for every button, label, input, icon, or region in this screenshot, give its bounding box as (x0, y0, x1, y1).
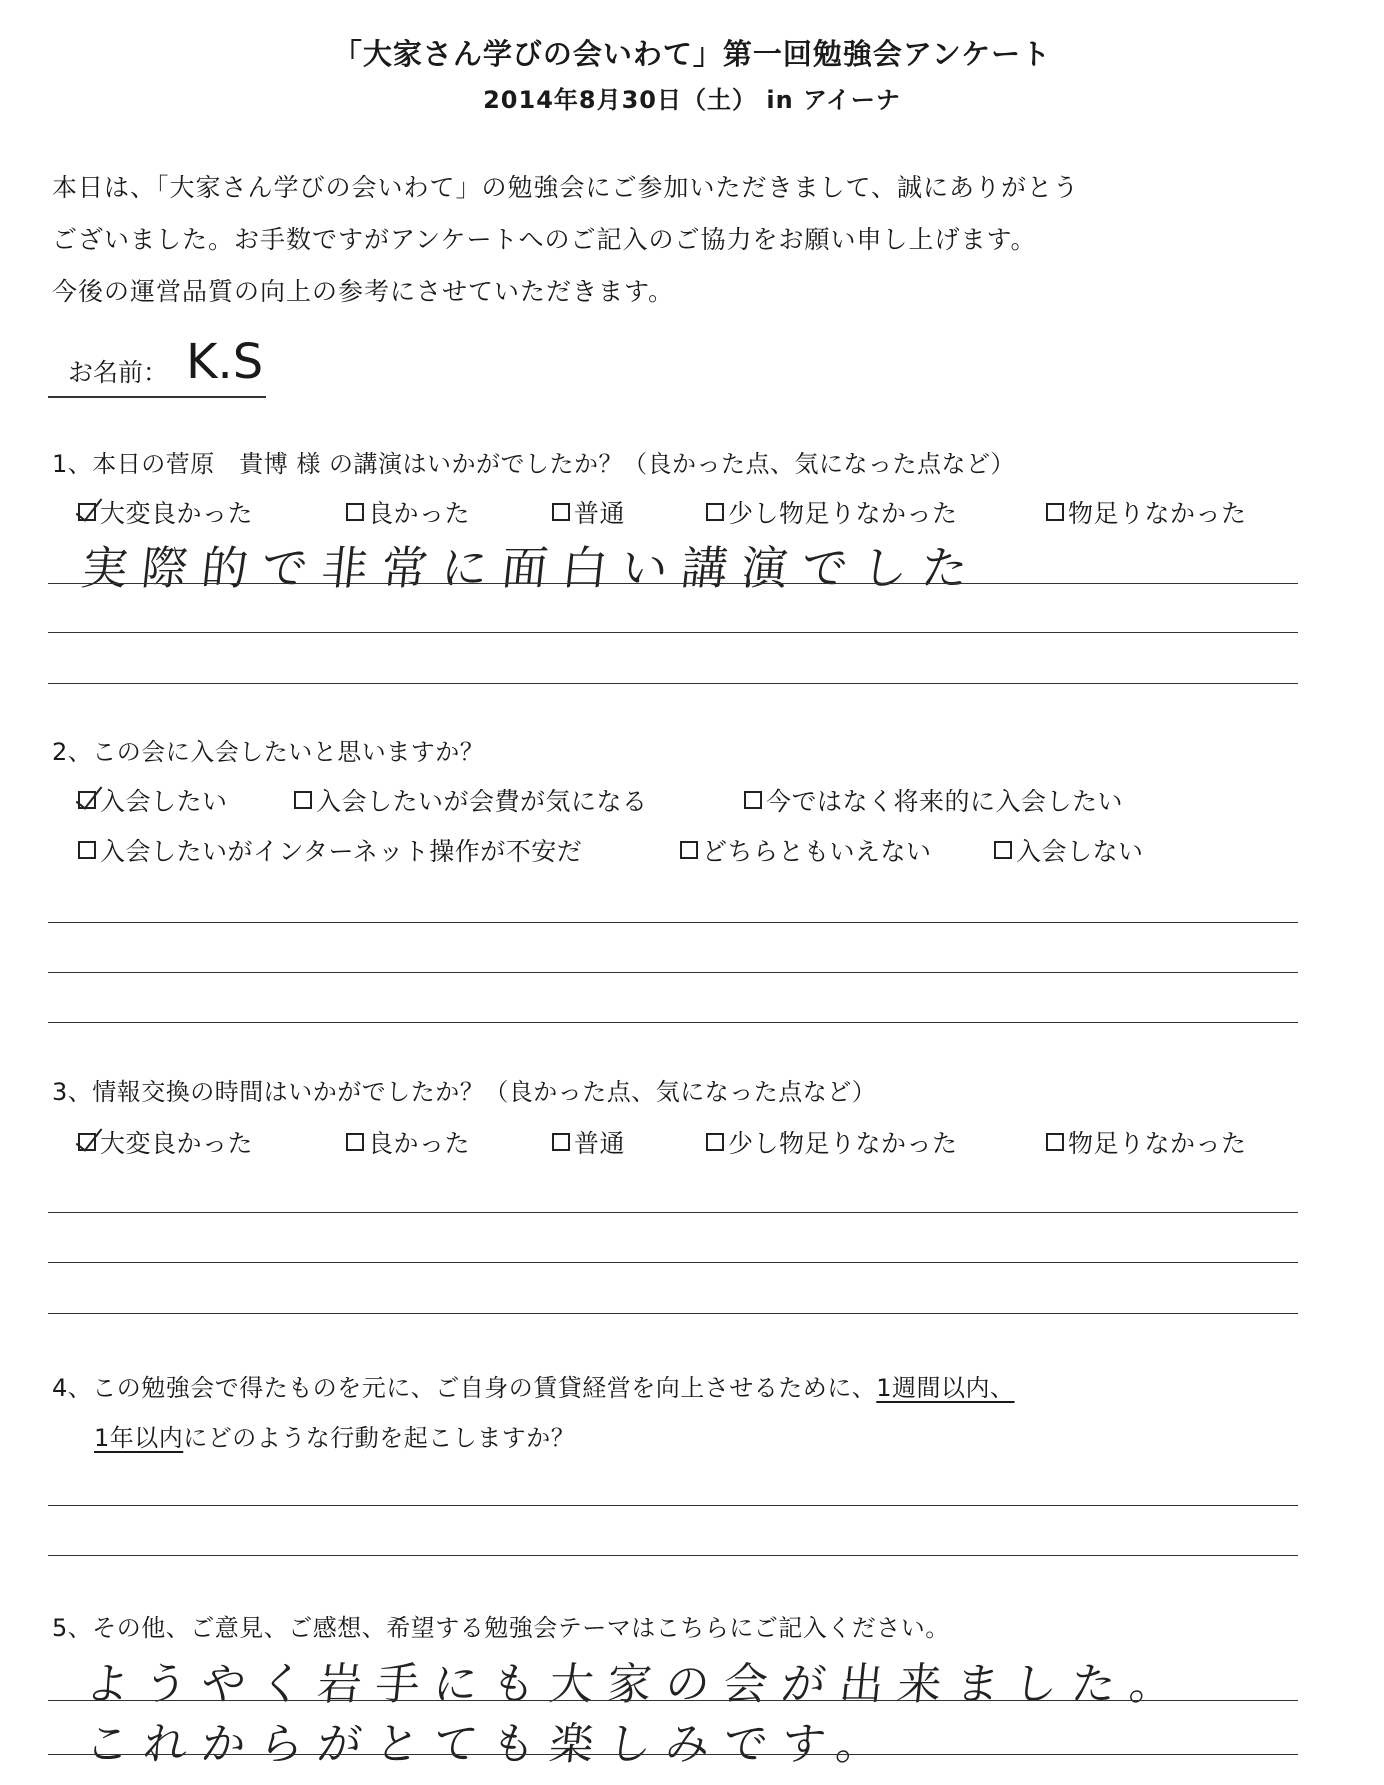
q1-option-slightly-lacking[interactable]: 少し物足りなかった (706, 494, 958, 530)
q4-underline-1year: 1年以内 (94, 1424, 184, 1452)
q2-question: 2、この会に入会したいと思いますか？ (52, 738, 485, 766)
q1-option-average[interactable]: 普通 (552, 494, 625, 530)
checkbox-icon[interactable] (78, 841, 96, 859)
q4-answer-line (48, 1555, 1298, 1556)
checkbox-icon[interactable] (706, 503, 724, 521)
q2-option-join-later[interactable]: 今ではなく将来的に入会したい (744, 782, 1123, 818)
q3-option-lacking[interactable]: 物足りなかった (1046, 1124, 1247, 1160)
q1-question: 1、本日の菅原 貴博 様 の講演はいかがでしたか？（良かった点、気になった点など） (52, 450, 1016, 478)
checkbox-icon[interactable] (994, 841, 1012, 859)
name-value[interactable]: K.S (186, 334, 264, 390)
q3-option-average[interactable]: 普通 (552, 1124, 625, 1160)
q2-option-join-fee-concern[interactable]: 入会したいが会費が気になる (294, 782, 648, 818)
q2-answer-line (48, 1022, 1298, 1023)
checkbox-icon[interactable] (744, 791, 762, 809)
q2-option-not-join[interactable]: 入会しない (994, 832, 1144, 868)
q1-option-very-good[interactable]: 大変良かった (78, 494, 253, 530)
q3-question: 3、情報交換の時間はいかがでしたか？（良かった点、気になった点など） (52, 1078, 877, 1106)
q2-option-join[interactable]: 入会したい (78, 782, 228, 818)
q5-handwritten-answer-2[interactable]: これからがとても楽しみです。 (82, 1719, 897, 1770)
checkbox-icon[interactable] (680, 841, 698, 859)
name-underline (48, 396, 266, 398)
q3-answer-line (48, 1212, 1298, 1213)
q1-option-good[interactable]: 良かった (346, 494, 470, 530)
q3-option-good[interactable]: 良かった (346, 1124, 470, 1160)
q5-answer-line (48, 1754, 1298, 1755)
q1-answer-line (48, 632, 1298, 633)
checkbox-checked-icon[interactable] (78, 1133, 96, 1151)
checkbox-icon[interactable] (706, 1133, 724, 1151)
q2-answer-line (48, 972, 1298, 973)
q2-option-undecided[interactable]: どちらともいえない (680, 832, 932, 868)
q3-answer-line (48, 1262, 1298, 1263)
intro-line-2: ございました。お手数ですがアンケートへのご記入のご協力をお願い申し上げます。 (52, 225, 1037, 254)
checkbox-icon[interactable] (1046, 503, 1064, 521)
checkbox-icon[interactable] (552, 1133, 570, 1151)
q4-answer-line (48, 1505, 1298, 1506)
q3-option-very-good[interactable]: 大変良かった (78, 1124, 253, 1160)
survey-title: 「大家さん学びの会いわて」第一回勉強会アンケート (332, 37, 1052, 71)
q1-option-lacking[interactable]: 物足りなかった (1046, 494, 1247, 530)
intro-line-1: 本日は、「大家さん学びの会いわて」の勉強会にご参加いただきまして、誠にありがとう (52, 173, 1080, 202)
checkbox-checked-icon[interactable] (78, 791, 96, 809)
q3-option-slightly-lacking[interactable]: 少し物足りなかった (706, 1124, 958, 1160)
q5-answer-line (48, 1700, 1298, 1701)
q3-answer-line (48, 1313, 1298, 1314)
q4-question: 4、この勉強会で得たものを元に、ご自身の賃貸経営を向上させるために、1週間以内、 (52, 1374, 1015, 1402)
q5-handwritten-answer-1[interactable]: ようやく岩手にも大家の会が出来ました。 (82, 1659, 1191, 1710)
q1-answer-line (48, 583, 1298, 584)
name-label: お名前： (68, 358, 169, 387)
q5-question: 5、その他、ご意見、ご感想、希望する勉強会テーマはこちらにご記入ください。 (52, 1614, 950, 1642)
checkbox-icon[interactable] (346, 1133, 364, 1151)
q2-answer-line (48, 922, 1298, 923)
q4-question-line-2: 1年以内にどのような行動を起こしますか？ (94, 1424, 576, 1452)
checkbox-icon[interactable] (346, 503, 364, 521)
q1-answer-line (48, 683, 1298, 684)
survey-subtitle: 2014年8月30日（土） in アイーナ (483, 86, 901, 114)
checkbox-icon[interactable] (1046, 1133, 1064, 1151)
intro-line-3: 今後の運営品質の向上の参考にさせていただきます。 (52, 277, 675, 306)
checkbox-icon[interactable] (294, 791, 312, 809)
q1-handwritten-answer[interactable]: 実際的で非常に面白い講演でした (78, 541, 985, 595)
q2-option-internet-concern[interactable]: 入会したいがインターネット操作が不安だ (78, 832, 582, 868)
q4-underline-1week: 1週間以内、 (876, 1374, 1015, 1402)
checkbox-icon[interactable] (552, 503, 570, 521)
checkbox-checked-icon[interactable] (78, 503, 96, 521)
